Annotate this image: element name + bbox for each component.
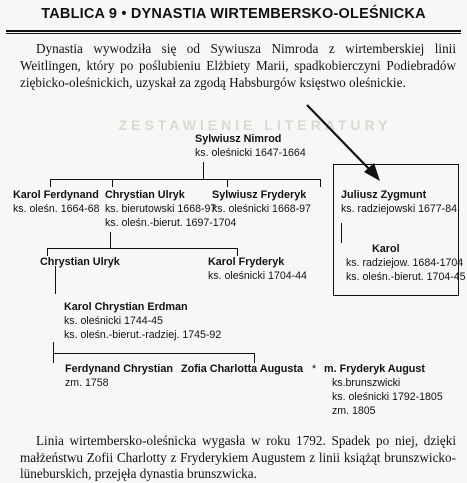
person-title: ks. oleśn.-bierut. 1704-45 xyxy=(346,271,466,283)
person-title: ks. oleśnicki 1647-1664 xyxy=(195,147,306,159)
person-title: zm. 1758 xyxy=(65,377,109,389)
person-title: ks. radziejowski 1677-84 xyxy=(341,203,457,215)
person-name: Chrystian Ulryk xyxy=(40,256,120,268)
person-name: Chrystian Ulryk xyxy=(105,189,185,201)
person-name: Karol xyxy=(372,243,400,255)
person-title: ks. oleśnicki 1744-45 xyxy=(64,315,163,327)
person-karol xyxy=(346,242,466,284)
person-name: Zofia Charlotta Augusta xyxy=(181,363,303,375)
person-title: ks. oleśnicki 1668-97 xyxy=(212,203,311,215)
person-name: Sylwiusz Nimrod xyxy=(195,133,282,145)
person-title: ks. radziejow. 1684-1704 xyxy=(346,257,464,269)
person-title: ks. oleśn.-bierut.-radziej. 1745-92 xyxy=(64,329,222,341)
person-karol-chrystian-erdman xyxy=(64,300,221,342)
page-title: TABLICA 9 • DYNASTIA WIRTEMBERSKO-OLEŚNICKA xyxy=(41,6,426,22)
show-through-text: ZESTAWIENIE LITERATURY xyxy=(118,117,392,133)
person-name: Karol Fryderyk xyxy=(208,256,285,268)
person-title: ks. oleśn.-bierut. 1697-1704 xyxy=(105,217,237,229)
person-title: ks. oleśnicki 1704-44 xyxy=(208,270,307,282)
person-title: zm. 1805 xyxy=(332,405,376,417)
closing-paragraph xyxy=(20,433,456,483)
person-name: Sylwiusz Fryderyk xyxy=(212,189,307,201)
person-title: ks.brunszwicki xyxy=(332,377,401,389)
person-fryderyk-august xyxy=(324,362,443,418)
person-sylwiusz-nimrod xyxy=(195,132,306,160)
person-name: Juliusz Zygmunt xyxy=(341,189,427,201)
person-title: ks. oleśnicki 1792-1805 xyxy=(332,391,443,403)
person-juliusz-zygmunt xyxy=(341,188,457,216)
person-name: Ferdynand Chrystian xyxy=(65,363,173,375)
person-karol-ferdynand xyxy=(13,188,100,216)
intro-text: Dynastia wywodziła się od Sywiusza Nimroda z wirtemberskiej linii Weitlingen, który po poślubieniu Elżbiety Marii, spadkobierczyni Podiebradów ziębicko-oleśnickich, uzyskał za zgodą Habsburgów księstwo oleśnickie. xyxy=(20,41,456,90)
person-sylwiusz-fryderyk xyxy=(212,188,311,216)
person-karol-fryderyk xyxy=(208,255,307,283)
person-chrystian-ulryk-2 xyxy=(40,255,120,269)
person-name: Karol Chrystian Erdman xyxy=(64,301,188,313)
marriage-asterisk: * xyxy=(312,363,317,375)
person-zofia-charlotta-augusta xyxy=(181,362,303,376)
outro-text: Linia wirtembersko-oleśnicka wygasła w roku 1792. Spadek po niej, dzięki małżeństwu Zofii Charlotty z Fryderykiem Augustem z linii książąt brunszwicko-lüneburskich, przejęła dynastia brunszwicka. xyxy=(20,433,456,481)
person-ferdynand-chrystian xyxy=(65,362,173,390)
person-name: Karol Ferdynand xyxy=(13,189,99,201)
person-title: ks. oleśn. 1664-68 xyxy=(13,203,100,215)
person-name: m. Fryderyk August xyxy=(324,363,425,375)
person-title: ks. bierutowski 1668-97 xyxy=(105,203,217,215)
